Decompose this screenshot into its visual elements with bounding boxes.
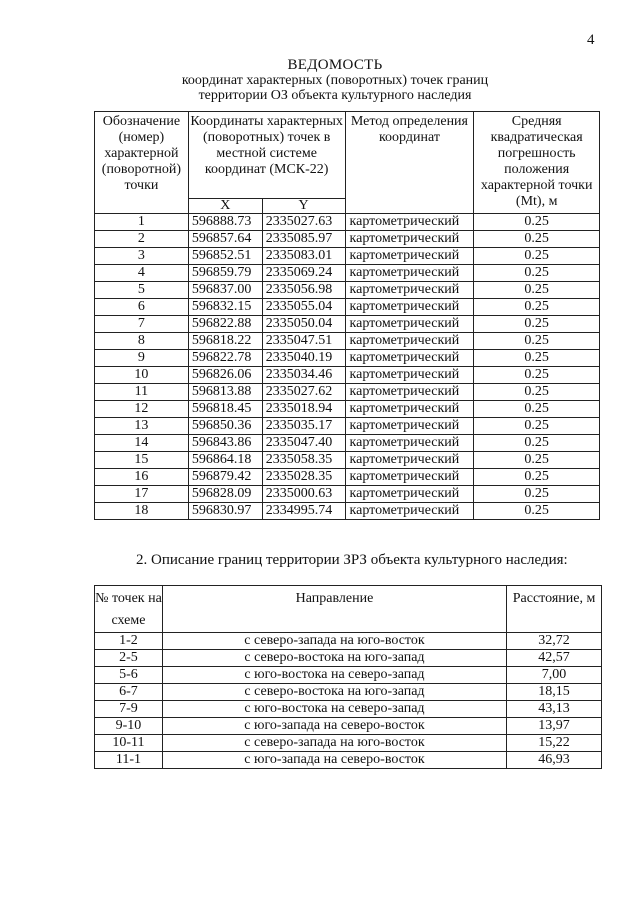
title-line-2: территории ОЗ объекта культурного наследия xyxy=(198,88,472,103)
cell-x: 596850.36 xyxy=(188,418,262,435)
header-error: Средняя квадратическая погрешность положения характерной точки (Mt), м xyxy=(474,112,600,214)
cell-error: 0.25 xyxy=(474,503,600,520)
cell-point-number: 10 xyxy=(95,367,189,384)
cell-point-number: 1 xyxy=(95,214,189,231)
table-row xyxy=(95,735,602,752)
cell-error: 0.25 xyxy=(474,401,600,418)
cell-points: 5-6 xyxy=(95,667,163,684)
table-row xyxy=(95,684,602,701)
cell-method: картометрический xyxy=(345,486,474,503)
cell-point-number: 14 xyxy=(95,435,189,452)
cell-method: картометрический xyxy=(345,282,474,299)
header-direction: Направление xyxy=(162,586,506,633)
cell-y: 2335056.98 xyxy=(262,282,345,299)
cell-method: картометрический xyxy=(345,316,474,333)
cell-point-number: 15 xyxy=(95,452,189,469)
table-row xyxy=(95,350,600,367)
cell-x: 596830.97 xyxy=(188,503,262,520)
table-row xyxy=(95,486,600,503)
title-main: ВЕДОМОСТЬ xyxy=(287,57,383,73)
cell-x: 596828.09 xyxy=(188,486,262,503)
cell-x: 596837.00 xyxy=(188,282,262,299)
cell-points: 10-11 xyxy=(95,735,163,752)
table-row xyxy=(95,401,600,418)
cell-method: картометрический xyxy=(345,418,474,435)
cell-point-number: 16 xyxy=(95,469,189,486)
cell-method: картометрический xyxy=(345,299,474,316)
table-row xyxy=(95,367,600,384)
cell-y: 2335027.62 xyxy=(262,384,345,401)
header-points-on-scheme: № точек на схеме xyxy=(95,586,163,633)
cell-error: 0.25 xyxy=(474,384,600,401)
cell-method: картометрический xyxy=(345,469,474,486)
table-row xyxy=(95,633,602,650)
table-row xyxy=(95,231,600,248)
cell-x: 596822.78 xyxy=(188,350,262,367)
cell-x: 596843.86 xyxy=(188,435,262,452)
cell-y: 2335047.51 xyxy=(262,333,345,350)
cell-point-number: 3 xyxy=(95,248,189,265)
cell-direction: с юго-запада на северо-восток xyxy=(162,752,506,769)
cell-x: 596859.79 xyxy=(188,265,262,282)
table-row xyxy=(95,418,600,435)
cell-error: 0.25 xyxy=(474,452,600,469)
cell-distance: 42,57 xyxy=(507,650,602,667)
header-y: Y xyxy=(262,199,345,214)
cell-method: картометрический xyxy=(345,265,474,282)
cell-direction: с северо-востока на юго-запад xyxy=(162,684,506,701)
table-row xyxy=(95,333,600,350)
cell-method: картометрический xyxy=(345,333,474,350)
cell-error: 0.25 xyxy=(474,486,600,503)
cell-y: 2335050.04 xyxy=(262,316,345,333)
cell-error: 0.25 xyxy=(474,214,600,231)
cell-point-number: 18 xyxy=(95,503,189,520)
cell-error: 0.25 xyxy=(474,350,600,367)
cell-method: картометрический xyxy=(345,350,474,367)
cell-error: 0.25 xyxy=(474,282,600,299)
header-method: Метод определения координат xyxy=(345,112,474,214)
header-point-number: Обозначение (номер) характерной (поворотной) точки xyxy=(95,112,189,214)
cell-point-number: 2 xyxy=(95,231,189,248)
cell-method: картометрический xyxy=(345,503,474,520)
cell-direction: с северо-запада на юго-восток xyxy=(162,633,506,650)
cell-point-number: 12 xyxy=(95,401,189,418)
cell-method: картометрический xyxy=(345,435,474,452)
header-x: X xyxy=(188,199,262,214)
cell-y: 2335040.19 xyxy=(262,350,345,367)
cell-method: картометрический xyxy=(345,214,474,231)
cell-x: 596852.51 xyxy=(188,248,262,265)
cell-distance: 7,00 xyxy=(507,667,602,684)
cell-distance: 13,97 xyxy=(507,718,602,735)
table-row xyxy=(95,282,600,299)
title-line-1: координат характерных (поворотных) точек границ xyxy=(181,73,489,88)
cell-error: 0.25 xyxy=(474,435,600,452)
cell-error: 0.25 xyxy=(474,265,600,282)
cell-points: 7-9 xyxy=(95,701,163,718)
cell-error: 0.25 xyxy=(474,299,600,316)
cell-method: картометрический xyxy=(345,248,474,265)
cell-x: 596818.45 xyxy=(188,401,262,418)
cell-error: 0.25 xyxy=(474,333,600,350)
header-distance: Расстояние, м xyxy=(507,586,602,633)
cell-x: 596822.88 xyxy=(188,316,262,333)
cell-point-number: 8 xyxy=(95,333,189,350)
cell-direction: с северо-запада на юго-восток xyxy=(162,735,506,752)
cell-x: 596826.06 xyxy=(188,367,262,384)
cell-y: 2335028.35 xyxy=(262,469,345,486)
cell-error: 0.25 xyxy=(474,469,600,486)
table-row xyxy=(95,248,600,265)
cell-y: 2335027.63 xyxy=(262,214,345,231)
cell-point-number: 7 xyxy=(95,316,189,333)
cell-x: 596818.22 xyxy=(188,333,262,350)
cell-method: картометрический xyxy=(345,384,474,401)
table-row xyxy=(95,701,602,718)
cell-direction: с северо-востока на юго-запад xyxy=(162,650,506,667)
table-row xyxy=(95,752,602,769)
table-row xyxy=(95,316,600,333)
table-row xyxy=(95,452,600,469)
cell-y: 2335055.04 xyxy=(262,299,345,316)
cell-x: 596857.64 xyxy=(188,231,262,248)
cell-y: 2335058.35 xyxy=(262,452,345,469)
cell-y: 2335085.97 xyxy=(262,231,345,248)
cell-distance: 46,93 xyxy=(507,752,602,769)
cell-distance: 18,15 xyxy=(507,684,602,701)
cell-distance: 43,13 xyxy=(507,701,602,718)
cell-x: 596864.18 xyxy=(188,452,262,469)
table-row xyxy=(95,503,600,520)
cell-point-number: 6 xyxy=(95,299,189,316)
cell-y: 2335083.01 xyxy=(262,248,345,265)
cell-point-number: 13 xyxy=(95,418,189,435)
cell-points: 1-2 xyxy=(95,633,163,650)
cell-points: 9-10 xyxy=(95,718,163,735)
cell-method: картометрический xyxy=(345,231,474,248)
cell-point-number: 4 xyxy=(95,265,189,282)
cell-x: 596888.73 xyxy=(188,214,262,231)
table-row xyxy=(95,469,600,486)
table-row xyxy=(95,435,600,452)
cell-distance: 32,72 xyxy=(507,633,602,650)
cell-y: 2335069.24 xyxy=(262,265,345,282)
cell-points: 6-7 xyxy=(95,684,163,701)
cell-error: 0.25 xyxy=(474,231,600,248)
cell-distance: 15,22 xyxy=(507,735,602,752)
cell-y: 2334995.74 xyxy=(262,503,345,520)
table-row xyxy=(95,384,600,401)
document-title xyxy=(0,58,640,103)
cell-point-number: 11 xyxy=(95,384,189,401)
cell-method: картометрический xyxy=(345,367,474,384)
cell-method: картометрический xyxy=(345,401,474,418)
cell-point-number: 5 xyxy=(95,282,189,299)
cell-points: 2-5 xyxy=(95,650,163,667)
cell-direction: с юго-востока на северо-запад xyxy=(162,667,506,684)
page-number: 4 xyxy=(587,32,595,48)
cell-error: 0.25 xyxy=(474,418,600,435)
cell-point-number: 9 xyxy=(95,350,189,367)
cell-y: 2335034.46 xyxy=(262,367,345,384)
table-row xyxy=(95,214,600,231)
cell-points: 11-1 xyxy=(95,752,163,769)
section-2-heading: 2. Описание границ территории ЗРЗ объекта культурного наследия: xyxy=(136,552,568,568)
cell-point-number: 17 xyxy=(95,486,189,503)
cell-y: 2335018.94 xyxy=(262,401,345,418)
cell-method: картометрический xyxy=(345,452,474,469)
table-row xyxy=(95,650,602,667)
cell-y: 2335035.17 xyxy=(262,418,345,435)
cell-error: 0.25 xyxy=(474,316,600,333)
cell-direction: с юго-востока на северо-запад xyxy=(162,701,506,718)
cell-x: 596813.88 xyxy=(188,384,262,401)
cell-error: 0.25 xyxy=(474,248,600,265)
header-coordinates: Координаты характерных (поворотных) точек в местной системе координат (МСК-22) xyxy=(188,112,345,199)
table-row xyxy=(95,299,600,316)
cell-x: 596879.42 xyxy=(188,469,262,486)
cell-y: 2335047.40 xyxy=(262,435,345,452)
cell-y: 2335000.63 xyxy=(262,486,345,503)
table-row xyxy=(95,718,602,735)
table-row xyxy=(95,265,600,282)
table-row xyxy=(95,667,602,684)
boundary-description-table xyxy=(94,585,602,769)
cell-direction: с юго-запада на северо-восток xyxy=(162,718,506,735)
cell-x: 596832.15 xyxy=(188,299,262,316)
cell-error: 0.25 xyxy=(474,367,600,384)
coordinates-table xyxy=(94,111,600,520)
